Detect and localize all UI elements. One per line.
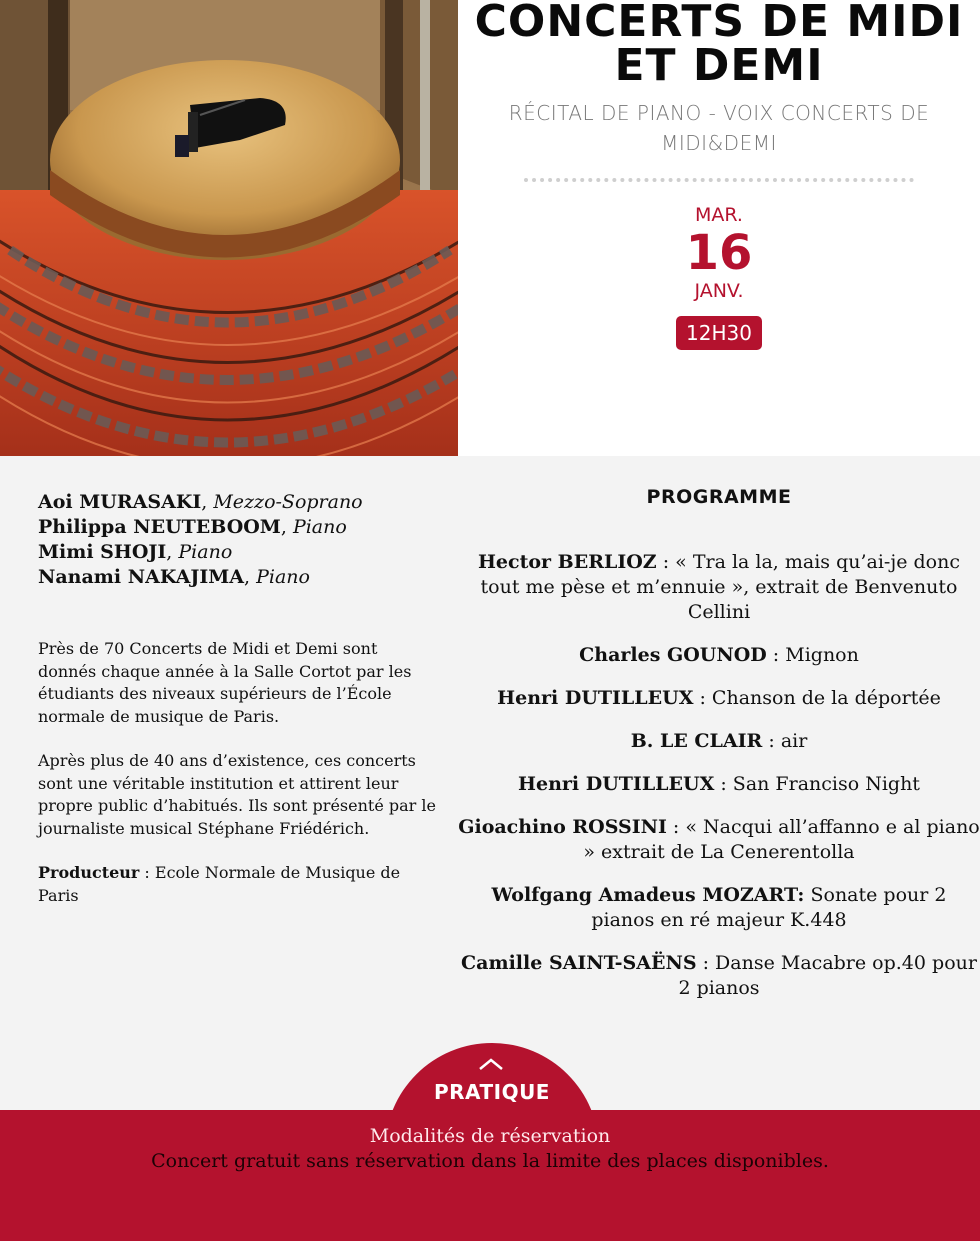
performer: Mimi SHOJI, Piano — [38, 541, 233, 563]
event-header — [458, 0, 980, 456]
concert-hall-illustration — [0, 0, 458, 456]
date-weekday: MAR. — [695, 204, 743, 226]
programme-item: Charles GOUNOD : Mignon — [579, 644, 859, 666]
programme — [458, 485, 980, 1019]
event-title — [458, 0, 980, 91]
producer-label: Producteur — [38, 863, 140, 882]
chevron-up-icon[interactable] — [478, 1057, 504, 1071]
programme-item: Wolfgang Amadeus MOZART: Sonate pour 2 pianos en ré majeur K.448 — [491, 884, 947, 931]
performer: Nanami NAKAJIMA, Piano — [38, 566, 310, 588]
performer: Philippa NEUTEBOOM, Piano — [38, 516, 347, 538]
programme-item: B. LE CLAIR : air — [630, 730, 808, 752]
programme-item: Henri DUTILLEUX : Chanson de la déportée — [497, 687, 941, 709]
programme-heading: PROGRAMME — [646, 486, 792, 508]
reservation-heading: Modalités de réservation — [369, 1125, 611, 1147]
hero-photo-concert-hall — [0, 0, 458, 456]
programme-item: Camille SAINT-SAËNS : Danse Macabre op.40 pour 2 pianos — [461, 952, 977, 999]
producer-line — [38, 862, 438, 907]
description — [38, 638, 438, 929]
programme-item: Gioachino ROSSINI : « Nacqui all’affanno e al piano » extrait de La Cenerentolla — [458, 816, 980, 863]
performer: Aoi MURASAKI, Mezzo-Soprano — [38, 491, 363, 513]
producer-value: : Ecole Normale de Musique de Paris — [38, 863, 401, 905]
programme-item: Hector BERLIOZ : « Tra la la, mais qu’ai-je donc tout me pèse et m’ennuie », extrait de Benvenuto Cellini — [477, 551, 960, 623]
pratique-panel — [0, 1110, 980, 1241]
date-month: JANV. — [694, 280, 744, 302]
performers-list — [38, 490, 438, 590]
programme-item: Henri DUTILLEUX : San Franciso Night — [518, 773, 920, 795]
pratique-label[interactable]: PRATIQUE — [434, 1080, 550, 1104]
description-paragraph-2: Après plus de 40 ans d’existence, ces concerts sont une véritable institution et attirent leur propre public d’habitués. Ils sont présenté par le journaliste musical Stéphane Friédérich. — [38, 751, 436, 838]
event-title-line1: CONCERTS DE MIDI — [474, 0, 964, 47]
date-day: 16 — [685, 225, 753, 281]
dotted-divider — [524, 178, 914, 182]
description-paragraph-1: Près de 70 Concerts de Midi et Demi sont donnés chaque année à la Salle Cortot par les étudiants des niveaux supérieurs de l’École normale de musique de Paris. — [38, 639, 412, 726]
time-badge: 12H30 — [676, 316, 762, 350]
event-title-line2: ET DEMI — [614, 40, 824, 91]
reservation-text: Concert gratuit sans réservation dans la limite des places disponibles. — [151, 1150, 829, 1172]
event-subtitle: RÉCITAL DE PIANO - VOIX CONCERTS DE MIDI&DEMI — [508, 101, 930, 155]
